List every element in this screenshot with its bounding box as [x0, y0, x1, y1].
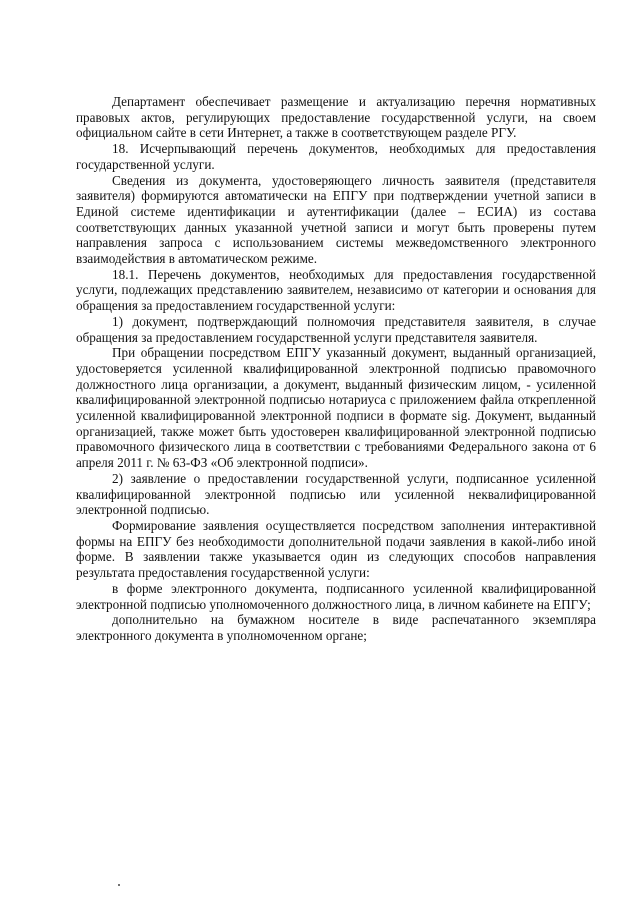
- paragraph-result-electronic: в форме электронного документа, подписанного усиленной квалифицированной электронной подписью уполномоченного должностного лица, в личном кабинете на ЕПГУ;: [76, 580, 596, 612]
- paragraph-section-18-1: 18.1. Перечень документов, необходимых для предоставления государственной услуги, подлежащих представлению заявителем, независимо от категории и основания для обращения за предоставлением государственной услуги:: [76, 266, 596, 314]
- paragraph-identity-document-info: Сведения из документа, удостоверяющего личность заявителя (представителя заявителя) формируются автоматически на ЕПГУ при подтверждении учетной записи в Единой системе идентификации и аутентификации (далее – ЕСИА) из состава соответствующих данных указанной учетной записи и могут быть проверены путем направления запроса с использованием системы межведомственного электронного взаимодействия в автоматическом режиме.: [76, 172, 596, 267]
- paragraph-result-paper: дополнительно на бумажном носителе в виде распечатанного экземпляра электронного документа в уполномоченном органе;: [76, 612, 596, 643]
- document-body: [76, 94, 596, 644]
- paragraph-item-2-application: 2) заявление о предоставлении государственной услуги, подписанное усиленной квалифицированной электронной подписью или усиленной неквалифицированной электронной подписью.: [76, 470, 596, 518]
- paragraph-department-publication: Департамент обеспечивает размещение и актуализацию перечня нормативных правовых актов, регулирующих предоставление государственной услуги, на своем официальном сайте в сети Интернет, а также в соответствующем разделе РГУ.: [76, 94, 596, 141]
- scan-speck: [118, 884, 120, 886]
- paragraph-application-form: Формирование заявления осуществляется посредством заполнения интерактивной формы на ЕПГУ без необходимости дополнительной подачи заявления в какой-либо иной форме. В заявлении также указывается один из следующих способов направления результата предоставления государственной услуги:: [76, 517, 596, 581]
- paragraph-epgu-signature-rules: При обращении посредством ЕПГУ указанный документ, выданный организацией, удостоверяется усиленной квалифицированной электронной подписью правомочного должностного лица организации, а документ, выданный физическим лицом, - усиленной квалифицированной электронной подписью нотариуса с приложением файла открепленной усиленной квалифицированной электронной подписи в формате sig. Документ, выданный организацией, также может быть удостоверен квалифицированной электронной подписью правомочного физического лица в соответствии с требованиями Федерального закона от 6 апреля 2011 г. № 63-ФЗ «Об электронной подписи».: [76, 345, 596, 471]
- paragraph-section-18-heading: 18. Исчерпывающий перечень документов, необходимых для предоставления государственной услуги.: [76, 141, 596, 172]
- paragraph-item-1-authority-document: 1) документ, подтверждающий полномочия представителя заявителя, в случае обращения за предоставлением государственной услуги представителя заявителя.: [76, 313, 596, 345]
